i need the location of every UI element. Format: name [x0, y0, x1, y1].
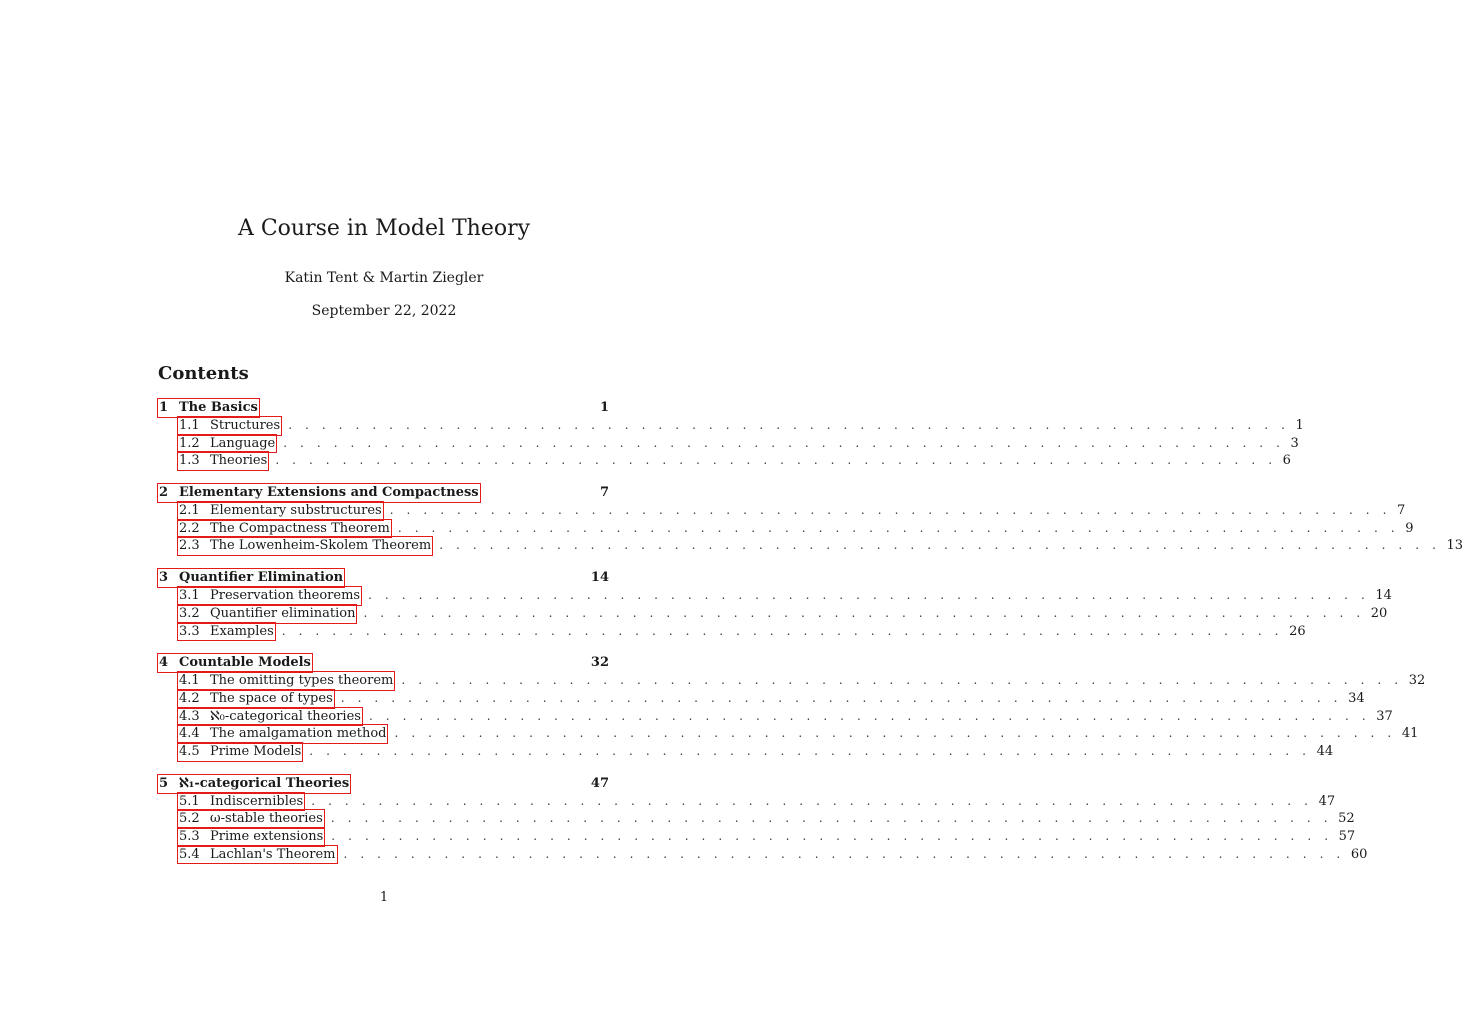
toc-chapter-link[interactable] — [157, 774, 351, 794]
toc-section-title: ω-stable theories — [210, 811, 323, 827]
date: September 22, 2022 — [311, 303, 457, 319]
toc-chapter-link[interactable] — [157, 653, 313, 673]
toc-section-title: Preservation theorems — [210, 588, 361, 604]
toc-section — [157, 451, 1291, 469]
toc-section-title: Indiscernibles — [210, 793, 304, 809]
toc-section-title: Quantifier elimination — [210, 605, 356, 621]
toc-section — [157, 536, 1463, 554]
toc-section-number: 4.4 — [179, 726, 200, 742]
toc-section — [157, 845, 1368, 863]
toc-leader-dots: . . . . . . . . . . . . . . . . . . . . . . . . . . . . . . . . . . . . . . . . . . . . . . . . . . . . . . . . . . . . — [275, 453, 1277, 468]
toc-section-page: 60 — [1350, 846, 1368, 862]
toc-leader-dots: . . . . . . . . . . . . . . . . . . . . . . . . . . . . . . . . . . . . . . . . . . . . . . . . . . . . . . . . . . . . — [401, 673, 1403, 688]
toc-chapter-title: Elementary Extensions and Compactness — [179, 485, 479, 501]
toc-section-title: Elementary substructures — [210, 503, 382, 519]
toc-leader-dots: . . . . . . . . . . . . . . . . . . . . . . . . . . . . . . . . . . . . . . . . . . . . . . . . . . . . . . . . . . . . — [363, 605, 1365, 620]
toc-chapter-link[interactable] — [157, 568, 345, 588]
toc-section — [157, 689, 1365, 707]
toc-section-page: 3 — [1290, 435, 1299, 451]
toc-section — [157, 501, 1406, 519]
toc-chapter-page: 47 — [590, 775, 609, 791]
toc-section-page: 44 — [1316, 743, 1334, 759]
toc-section-number: 3.3 — [179, 623, 200, 639]
page-number: 1 — [379, 890, 389, 905]
toc-chapter — [157, 483, 609, 501]
toc-section-number: 2.1 — [179, 503, 200, 519]
toc-section-page: 1 — [1295, 418, 1304, 433]
toc-chapter-number: 4 — [159, 655, 169, 671]
toc-section-page: 14 — [1375, 588, 1392, 604]
toc-chapter-title: ℵ₁-categorical Theories — [179, 775, 350, 791]
toc-section — [157, 434, 1299, 452]
toc-section-title: The Compactness Theorem — [210, 520, 390, 536]
toc-section-title: The omitting types theorem — [210, 673, 394, 689]
toc-section — [157, 809, 1355, 827]
contents-heading: Contents — [158, 363, 249, 384]
toc-chapter-title: Quantifier Elimination — [179, 570, 344, 586]
toc-leader-dots: . . . . . . . . . . . . . . . . . . . . . . . . . . . . . . . . . . . . . . . . . . . . . . . . . . . . . . . . . . . . — [288, 418, 1290, 432]
toc-section — [157, 586, 1392, 604]
toc-section-link[interactable] — [177, 451, 269, 471]
toc-section-page: 37 — [1376, 708, 1393, 724]
toc-section-number: 5.3 — [179, 829, 200, 844]
toc-chapter-number: 5 — [159, 775, 169, 791]
toc-section-number: 1.3 — [179, 453, 200, 469]
toc-section — [157, 827, 1356, 845]
toc-section-title: Theories — [210, 453, 268, 469]
toc-leader-dots: . . . . . . . . . . . . . . . . . . . . . . . . . . . . . . . . . . . . . . . . . . . . . . . . . . . . . . . . . . . . — [309, 743, 1311, 758]
toc-section — [157, 742, 1334, 760]
toc-chapter-link[interactable] — [157, 483, 481, 503]
toc-chapter — [157, 653, 609, 671]
toc-section-number: 4.5 — [179, 743, 200, 759]
toc-section — [157, 416, 1304, 434]
toc-section-title: Structures — [210, 418, 281, 433]
toc-chapter-title: Countable Models — [179, 655, 311, 671]
toc-section-title: The space of types — [210, 690, 333, 706]
toc-section-link[interactable] — [177, 845, 338, 865]
toc-section-number: 1.2 — [179, 435, 200, 451]
toc-section-page: 7 — [1397, 503, 1406, 519]
toc-section — [157, 724, 1419, 742]
authors: Katin Tent & Martin Ziegler — [284, 270, 484, 286]
toc-section-page: 32 — [1408, 673, 1426, 689]
toc-chapter-page: 14 — [590, 570, 609, 586]
toc-section-page: 20 — [1370, 605, 1388, 621]
toc-section-title: The amalgamation method — [210, 726, 387, 742]
toc-section-number: 4.1 — [179, 673, 200, 689]
toc-section-page: 13 — [1446, 538, 1463, 554]
toc-section-number: 5.4 — [179, 846, 200, 862]
toc-leader-dots: . . . . . . . . . . . . . . . . . . . . . . . . . . . . . . . . . . . . . . . . . . . . . . . . . . . . . . . . . . . . — [394, 726, 1396, 741]
toc-section — [157, 604, 1388, 622]
toc-section-title: ℵ₀-categorical theories — [210, 708, 361, 724]
toc-section-number: 1.1 — [179, 418, 200, 433]
toc-section-number: 5.2 — [179, 811, 200, 827]
toc-section-number: 3.1 — [179, 588, 200, 604]
toc-leader-dots: . . . . . . . . . . . . . . . . . . . . . . . . . . . . . . . . . . . . . . . . . . . . . . . . . . . . . . . . . . . . — [311, 793, 1313, 808]
toc-section — [157, 707, 1393, 725]
document-title: A Course in Model Theory — [237, 216, 531, 241]
table-of-contents — [157, 398, 1463, 862]
toc-chapter-page: 1 — [599, 400, 609, 415]
toc-section-title: Lachlan's Theorem — [210, 846, 336, 862]
toc-leader-dots: . . . . . . . . . . . . . . . . . . . . . . . . . . . . . . . . . . . . . . . . . . . . . . . . . . . . . . . . . . . . — [397, 520, 1400, 535]
toc-section-link[interactable] — [177, 622, 276, 642]
toc-chapter-number: 1 — [159, 400, 169, 415]
toc-section-link[interactable] — [177, 742, 303, 762]
toc-chapter-page: 7 — [599, 485, 609, 501]
toc-chapter — [157, 774, 609, 792]
toc-section-page: 6 — [1282, 453, 1291, 469]
toc-leader-dots: . . . . . . . . . . . . . . . . . . . . . . . . . . . . . . . . . . . . . . . . . . . . . . . . . . . . . . . . . . . . — [281, 623, 1284, 638]
toc-section-title: The Lowenheim-Skolem Theorem — [210, 538, 432, 554]
toc-chapter-title: The Basics — [179, 400, 258, 415]
toc-section-page: 52 — [1338, 811, 1355, 827]
toc-section-title: Language — [210, 435, 276, 451]
toc-section-number: 5.1 — [179, 793, 200, 809]
toc-leader-dots: . . . . . . . . . . . . . . . . . . . . . . . . . . . . . . . . . . . . . . . . . . . . . . . . . . . . . . . . . . . . — [283, 435, 1285, 450]
toc-section-page: 34 — [1348, 690, 1365, 706]
toc-leader-dots: . . . . . . . . . . . . . . . . . . . . . . . . . . . . . . . . . . . . . . . . . . . . . . . . . . . . . . . . . . . . — [330, 811, 1333, 826]
toc-section-title: Prime Models — [210, 743, 302, 759]
toc-section-number: 3.2 — [179, 605, 200, 621]
toc-section-number: 4.3 — [179, 708, 200, 724]
toc-section — [157, 622, 1306, 640]
toc-chapter-number: 3 — [159, 570, 169, 586]
toc-leader-dots: . . . . . . . . . . . . . . . . . . . . . . . . . . . . . . . . . . . . . . . . . . . . . . . . . . . . . . . . . . . . — [331, 829, 1333, 843]
toc-leader-dots: . . . . . . . . . . . . . . . . . . . . . . . . . . . . . . . . . . . . . . . . . . . . . . . . . . . . . . . . . . . . — [343, 846, 1345, 861]
toc-section-number: 2.2 — [179, 520, 200, 536]
toc-section-link[interactable] — [177, 536, 433, 556]
toc-section-page: 47 — [1318, 793, 1336, 809]
toc-leader-dots: . . . . . . . . . . . . . . . . . . . . . . . . . . . . . . . . . . . . . . . . . . . . . . . . . . . . . . . . . . . . — [368, 588, 1370, 603]
toc-leader-dots: . . . . . . . . . . . . . . . . . . . . . . . . . . . . . . . . . . . . . . . . . . . . . . . . . . . . . . . . . . . . — [340, 690, 1343, 705]
toc-section — [157, 792, 1336, 810]
toc-section-number: 4.2 — [179, 690, 200, 706]
toc-section-number: 2.3 — [179, 538, 200, 554]
toc-chapter-page: 32 — [590, 655, 609, 671]
toc-leader-dots: . . . . . . . . . . . . . . . . . . . . . . . . . . . . . . . . . . . . . . . . . . . . . . . . . . . . . . . . . . . . — [368, 708, 1371, 723]
toc-chapter — [157, 568, 609, 586]
toc-leader-dots: . . . . . . . . . . . . . . . . . . . . . . . . . . . . . . . . . . . . . . . . . . . . . . . . . . . . . . . . . . . . — [439, 538, 1441, 553]
toc-section — [157, 519, 1414, 537]
toc-chapter — [157, 398, 609, 416]
toc-section-page: 41 — [1401, 726, 1419, 742]
toc-section-page: 9 — [1405, 520, 1414, 536]
toc-section-page: 26 — [1289, 623, 1306, 639]
toc-section-title: Prime extensions — [210, 829, 324, 844]
toc-chapter-number: 2 — [159, 485, 169, 501]
toc-section-title: Examples — [210, 623, 274, 639]
toc-section — [157, 671, 1426, 689]
toc-chapter-link[interactable] — [157, 398, 260, 418]
toc-section-page: 57 — [1338, 829, 1356, 844]
toc-leader-dots: . . . . . . . . . . . . . . . . . . . . . . . . . . . . . . . . . . . . . . . . . . . . . . . . . . . . . . . . . . . . — [389, 503, 1392, 518]
